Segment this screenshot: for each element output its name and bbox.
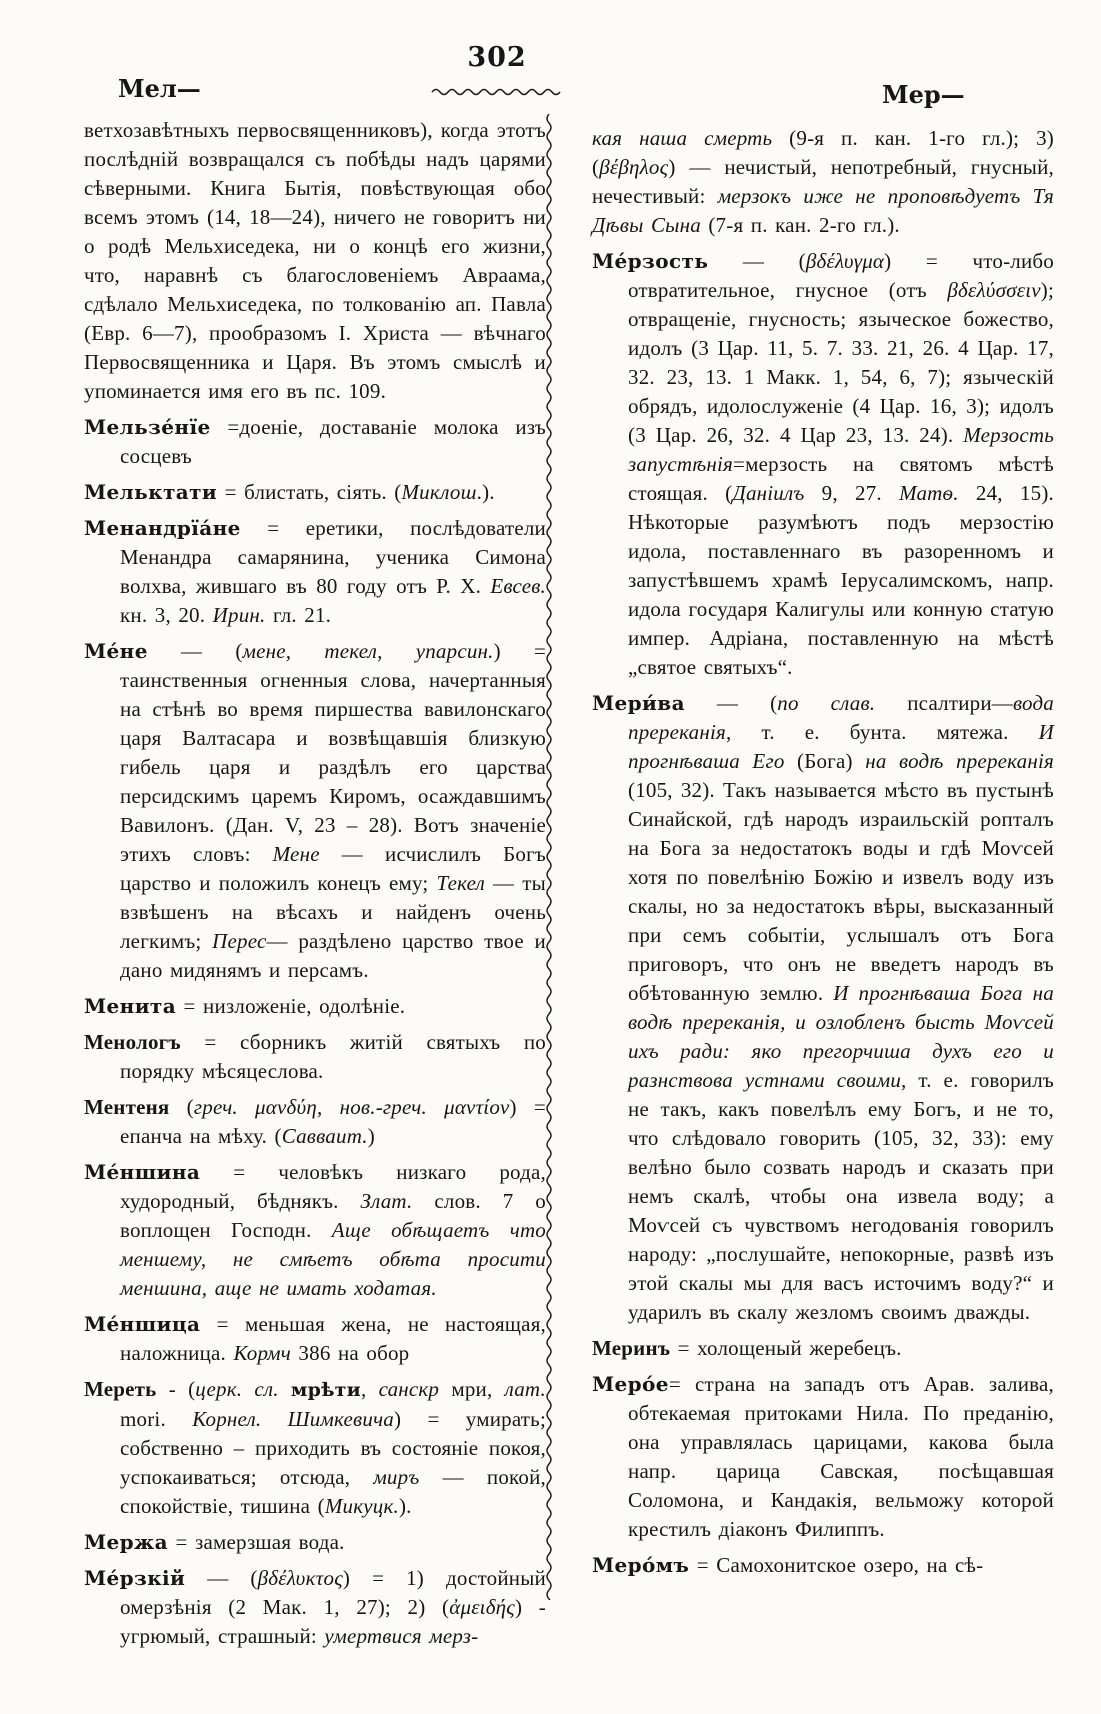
entry-text-run: — ( bbox=[147, 639, 243, 663]
guide-word-left: Мел— bbox=[118, 74, 201, 103]
entry-text-run: мерзокъ иже не проповѣдуетъ Тя Дѣвы Сына bbox=[592, 184, 1054, 237]
entry-headword: Меро́е bbox=[592, 1372, 669, 1396]
dictionary-entry bbox=[84, 514, 546, 630]
entry-text-run: мрѣти bbox=[290, 1379, 361, 1401]
entry-text-run: ἀμειδής bbox=[449, 1595, 516, 1619]
entry-text-run: = человѣкъ низкаго рода, худородный, бѣднякъ. bbox=[120, 1160, 546, 1213]
entry-headword: Мереть bbox=[84, 1377, 157, 1401]
entry-headword: Меринъ bbox=[592, 1336, 671, 1360]
dictionary-entry bbox=[84, 992, 546, 1021]
continuation-paragraph bbox=[592, 124, 1054, 240]
dictionary-entry bbox=[84, 637, 546, 985]
dictionary-entry bbox=[84, 1093, 546, 1151]
entry-text-run: миръ bbox=[373, 1465, 420, 1489]
guide-word-right: Мер— bbox=[882, 80, 965, 109]
entry-text-run: Даніилъ bbox=[732, 481, 805, 505]
page-number-rule bbox=[430, 86, 564, 98]
column-right bbox=[592, 124, 1054, 1587]
entry-text-run: βδέλυγμα bbox=[805, 249, 885, 273]
entry-text-run: Корнел. Шимкевича bbox=[192, 1407, 394, 1431]
entry-text-run: = низложеніе, одолѣніе. bbox=[176, 994, 406, 1018]
entry-text-run: (7-я п. кан. 2-го гл.). bbox=[700, 213, 900, 237]
entry-text-run: ветхозавѣтныхъ первосвященниковъ), когда этотъ послѣдній возвращался съ побѣды надъ царями сѣверными. Книга Бытія, повѣствующая обо всемъ этомъ (14, 18—24), ничего не говоритъ ни о родѣ Мельхиседека, ни о концѣ его жизни, что, наравнѣ съ благословеніемъ Авраама, сдѣлало Мельхиседека, по толкованію ап. Павла (Евр. 6—7), прообразомъ І. Христа — вѣчнаго Первосвященника и Царя. Въ этомъ смыслѣ и упоминается имя его въ пс. 109. bbox=[84, 118, 546, 403]
entry-text-run: = еретики, послѣдователи Менандра самарянина, ученика Симона волхва, жившаго въ 80 году отъ Р. Х. bbox=[120, 516, 546, 598]
entry-text-run: церк. сл. bbox=[195, 1377, 291, 1401]
entry-text-run: , т. е. говорилъ не такъ, какъ повелѣлъ ему Богъ, и не то, что слѣдовало говорить (105, 32, 33): ему велѣно было созвать народъ и сказать при немъ скалѣ, чтобы она извела воду; а Моѵсей съ чувствомъ негодованія говорилъ народу: „послушайте, непокорные, развѣ изъ этой скалы мы для васъ источимъ воду?“ и ударилъ въ скалу жезломъ своимъ дважды. bbox=[628, 1068, 1054, 1324]
entry-text-run: мри, bbox=[439, 1377, 505, 1401]
entry-text-run: — ( bbox=[185, 1566, 258, 1590]
dictionary-entry bbox=[84, 1375, 546, 1521]
entry-headword: Ме́ншина bbox=[84, 1160, 201, 1184]
entry-text-run: кая наша смерть bbox=[592, 126, 773, 150]
entry-headword: Мельктати bbox=[84, 480, 218, 504]
entry-text-run: ) - угрюмый, страшный: bbox=[120, 1595, 546, 1648]
entry-text-run: Ирин. bbox=[212, 603, 266, 627]
entry-text-run: ); отвращеніе, гнусность; языческое божество, идолъ (3 Цар. 11, 5. 7. 33. 21, 26. 4 Цар. 17, 32. 23, 13. 1 Макк. 1, 54, 6, 7); языческій обрядъ, идолослуженіе (4 Цар. 16, 3); идолъ (3 Цар. 26, 32. 4 Цар 23, 13. 24). bbox=[628, 278, 1054, 447]
entry-text-run: = блистать, сіять. ( bbox=[217, 480, 402, 504]
entry-text-run: Евсев. bbox=[490, 574, 546, 598]
column-left bbox=[84, 116, 546, 1658]
entry-headword: Ме́ншица bbox=[84, 1312, 201, 1336]
entry-text-run: ) bbox=[367, 1124, 375, 1148]
entry-text-run: умертвися мерз- bbox=[324, 1624, 479, 1648]
entry-text-run: — ( bbox=[684, 691, 778, 715]
page-number: 302 bbox=[467, 42, 527, 73]
entry-text-run: βδελύσσειν bbox=[947, 278, 1041, 302]
entry-text-run: ) — нечистый, непотребный, гнусный, нечестивый: bbox=[592, 155, 1054, 208]
entry-headword: Ме́рзкій bbox=[84, 1566, 186, 1590]
dictionary-entry bbox=[84, 478, 546, 507]
entry-text-run: слов. 7 о воплощен Господн. bbox=[120, 1189, 546, 1242]
entry-text-run: кн. 3, 20. bbox=[120, 603, 213, 627]
entry-text-run: = холощеный жеребецъ. bbox=[670, 1336, 902, 1360]
entry-text-run: ) = таинственныя огненныя слова, начертанныя на стѣнѣ во время пиршества вавилонскаго царя Валтасара и возвѣщавшія близкую гибель царя и раздѣлъ его царства персидскимъ царемъ Киромъ, осаждавшимъ Вавилонъ. (Дан. V, 23 – 28). Вотъ значеніе этихъ словъ: bbox=[120, 639, 547, 866]
entry-text-run: βδέλυκτος bbox=[257, 1566, 343, 1590]
entry-text-run: по слав. bbox=[777, 691, 876, 715]
entry-headword: Мельзе́нїе bbox=[84, 415, 211, 439]
entry-text-run: — ( bbox=[708, 249, 806, 273]
entry-text-run: =доеніе, доставаніе молока изъ сосцевъ bbox=[120, 415, 546, 468]
entry-text-run: .). bbox=[476, 480, 495, 504]
entry-headword: Меро́мъ bbox=[592, 1553, 690, 1577]
entry-text-run: ( bbox=[169, 1095, 194, 1119]
entry-headword: Мери́ва bbox=[592, 691, 685, 715]
entry-text-run: на водѣ пререканія bbox=[865, 749, 1054, 773]
entry-text-run: — покой, спокойствіе, тишина ( bbox=[120, 1465, 546, 1518]
dictionary-entry bbox=[84, 1028, 546, 1086]
entry-text-run: =мерзость на святомъ мѣстѣ стоящая. ( bbox=[628, 452, 1054, 505]
entry-text-run: ) = что-либо отвратительное, гнусное (отъ bbox=[628, 249, 1054, 302]
entry-text-run: — раздѣлено царство твое и дано мидянямъ и персамъ. bbox=[120, 929, 546, 982]
entry-text-run: Текел bbox=[436, 871, 485, 895]
entry-text-run: лат. bbox=[504, 1377, 546, 1401]
dictionary-entry bbox=[84, 413, 546, 471]
entry-text-run: ) = 1) достойный омерзѣнія (2 Мак. 1, 27); 2) ( bbox=[120, 1566, 546, 1619]
dictionary-entry bbox=[84, 1310, 546, 1368]
entry-text-run: Савваит. bbox=[281, 1124, 368, 1148]
dictionary-entry bbox=[592, 689, 1054, 1327]
entry-text-run: 386 на обор bbox=[290, 1341, 410, 1365]
entry-text-run: , bbox=[360, 1377, 379, 1401]
entry-text-run: Мерзость запустѣнія bbox=[628, 423, 1054, 476]
entry-text-run: ) = епанча на мѣху. ( bbox=[120, 1095, 546, 1148]
continuation-paragraph bbox=[84, 116, 546, 406]
entry-text-run: 9, 27. bbox=[804, 481, 900, 505]
entry-text-run: (Бога) bbox=[784, 749, 866, 773]
entry-headword: Ме́рзость bbox=[592, 249, 709, 273]
entry-text-run: гл. 21. bbox=[265, 603, 332, 627]
entry-headword: Менологъ bbox=[84, 1030, 181, 1054]
entry-text-run: вода пререканія bbox=[628, 691, 1054, 744]
dictionary-entry bbox=[592, 1370, 1054, 1544]
entry-text-run: ). bbox=[398, 1494, 412, 1518]
entry-text-run: - ( bbox=[156, 1377, 196, 1401]
entry-text-run: = страна на западъ отъ Арав. залива, обтекаемая притоками Нила. По преданію, она управлялась царицами, какова была напр. царица Савская, посѣщавшая Соломона, и Кандакія, вельможу которой крестилъ діаконъ Филиппъ. bbox=[628, 1372, 1054, 1541]
entry-text-run: псалтири— bbox=[875, 691, 1013, 715]
entry-text-run: Перес bbox=[212, 929, 267, 953]
entry-text-run: mori. bbox=[120, 1407, 193, 1431]
entry-text-run: βέβηλος bbox=[599, 155, 669, 179]
dictionary-entry bbox=[592, 1551, 1054, 1580]
entry-headword: Менандрїа́не bbox=[84, 516, 241, 540]
entry-text-run: Злат. bbox=[360, 1189, 413, 1213]
entry-text-run: греч. μανδύη, нов.-греч. μαντίον bbox=[193, 1095, 510, 1119]
dictionary-entry bbox=[592, 247, 1054, 682]
entry-text-run: ) = умирать; собственно – приходить въ состояніе покоя, успокаиваться; отсюда, bbox=[120, 1407, 546, 1489]
entry-text-run: , т. е. бунта. мятежа. bbox=[725, 720, 1039, 744]
entry-text-run: И прогнѣваша Бога на водѣ пререканія, и озлобленъ бысть Моѵсей ихъ ради: яко прегорчиша духъ его и разнствова устнами своими bbox=[628, 981, 1054, 1092]
entry-text-run: — исчислилъ Богъ царство и положилъ конецъ ему; bbox=[120, 842, 546, 895]
entry-text-run: Аще обѣщаетъ что меншему, не смѣетъ обѣта просити меншина, аще не имать ходатая. bbox=[120, 1218, 547, 1300]
dictionary-entry bbox=[592, 1334, 1054, 1363]
entry-headword: Менита bbox=[84, 994, 177, 1018]
entry-text-run: Миклош bbox=[401, 480, 477, 504]
dictionary-entry bbox=[84, 1528, 546, 1557]
entry-text-run: 24, 15). Нѣкоторые разумѣютъ подъ мерзостію идола, поставленнаго въ разоренномъ и запустѣвшемъ храмѣ Іерусалимскомъ, напр. идола государя Калигулы или конную статую импер. Адріана, поставленную на мѣстѣ „святое святыхъ“. bbox=[628, 481, 1055, 679]
entry-text-run: И прогнѣваша Его bbox=[628, 720, 1054, 773]
entry-text-run: (9-я п. кан. 1-го гл.); 3) ( bbox=[592, 126, 1054, 179]
entry-text-run: = меньшая жена, не настоящая, наложница. bbox=[120, 1312, 546, 1365]
entry-headword: Ме́не bbox=[84, 639, 148, 663]
entry-text-run: мене, текел, упарсин. bbox=[242, 639, 494, 663]
entry-text-run: — ты взвѣшенъ на вѣсахъ и найденъ очень легкимъ; bbox=[120, 871, 546, 953]
entry-text-run: Матѳ. bbox=[899, 481, 959, 505]
entry-text-run: = Самохонитское озеро, на сѣ- bbox=[689, 1553, 984, 1577]
entry-text-run: (105, 32). Такъ называется мѣсто въ пустынѣ Синайской, гдѣ народъ израильскій ропталъ на Бога за недостатокъ воды и гдѣ Моѵсей хотя по повелѣнію Божію и извелъ воду изъ скалы, но за недостатокъ вѣры, высказанный при семъ событіи, услышалъ отъ Бога приговоръ, что онъ не введетъ народъ въ обѣтованную землю. bbox=[628, 778, 1054, 1005]
dictionary-entry bbox=[84, 1564, 546, 1651]
entry-text-run: = замерзшая вода. bbox=[168, 1530, 345, 1554]
entry-text-run: Микуцк. bbox=[324, 1494, 399, 1518]
entry-text-run: = сборникъ житій святыхъ по порядку мѣсяцеслова. bbox=[120, 1030, 546, 1083]
entry-headword: Ментеня bbox=[84, 1095, 170, 1119]
entry-text-run: Мене bbox=[272, 842, 320, 866]
entry-text-run: Кормч bbox=[233, 1341, 291, 1365]
dictionary-entry bbox=[84, 1158, 546, 1303]
entry-headword: Мержа bbox=[84, 1530, 169, 1554]
entry-text-run: санскр bbox=[378, 1377, 440, 1401]
